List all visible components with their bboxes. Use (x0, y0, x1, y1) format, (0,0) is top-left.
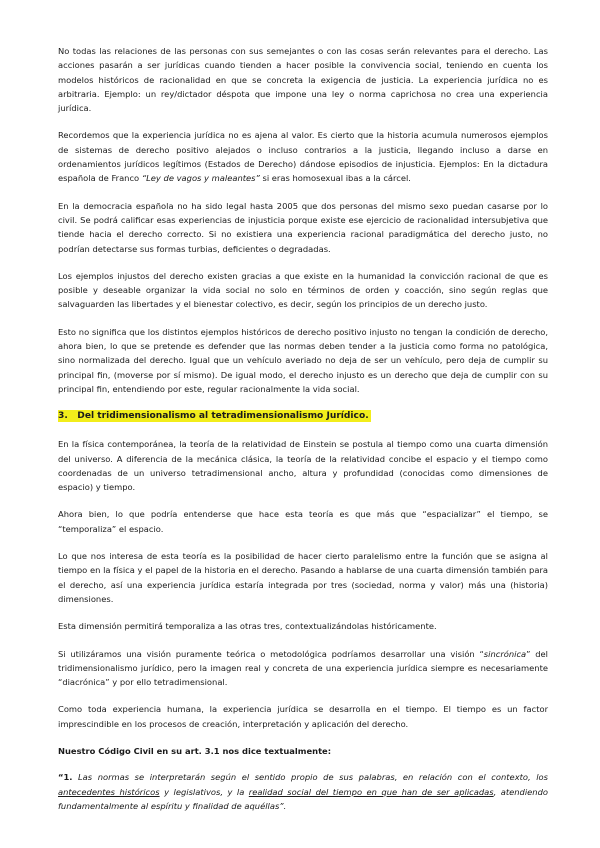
paragraph-10-text-a: Si utilizáramos una visión puramente teórica o metodológica podríamos desarrollar una visión “ (58, 648, 484, 659)
paragraph-6: En la física contemporánea, la teoría de la relatividad de Einstein se postula al tiempo como una cuarta dimensión del universo. A diferencia de la mecánica clásica, la teoría de la relatividad concibe el espacio y el tiempo como coordenadas de un universo tetradimensional ancho, altura y profundidad (conocidas como dimensiones de espacio) y tiempo. (58, 439, 548, 493)
quote-number: “1. (58, 772, 73, 783)
paragraph-2-text-b: si eras homosexual ibas a la cárcel. (259, 173, 411, 184)
paragraph-5: Esto no significa que los distintos ejemplos históricos de derecho positivo injusto no tengan la condición de derecho, ahora bien, lo que se pretende es defender que las normas deben tender a la justicia como forma no patológica, sino normalizada del derecho. Igual que un vehículo averiado no deja de ser un vehículo, pero deja de cumplir su principal fin, (moverse por sí mismo). De igual modo, el derecho injusto es un derecho que deja de cumplir con su principal fin, entendiendo por este, regular racionalmente la vida social. (58, 326, 548, 394)
quote-text-b: y legislativos, y la (159, 786, 249, 797)
paragraph-10 (58, 647, 548, 690)
paragraph-4: Los ejemplos injustos del derecho existen gracias a que existe en la humanidad la convicción racional de que es posible y deseable organizar la vida social no solo en términos de orden y coacción, sino según reglas que salvaguarden las libertades y el bienestar colectivo, es decir, según los principios de un derecho justo. (58, 270, 548, 310)
paragraph-2-law-name: “Ley de vagos y maleantes” (141, 173, 260, 184)
paragraph-9: Esta dimensión permitirá temporaliza a las otras tres, contextualizándolas históricamente. (58, 621, 437, 632)
quote-text-a: Las normas se interpretarán según el sentido propio de sus palabras, en relación con el contexto, los (72, 772, 548, 783)
paragraph-8: Lo que nos interesa de esta teoría es la posibilidad de hacer cierto paralelismo entre la función que se asigna al tiempo en la física y el papel de la historia en el derecho. Pasando a hablarse de una cuarta dimensión también para el derecho, así una experiencia jurídica estaría integrada por tres (sociedad, norma y valor) más una (historia) dimensiones. (58, 551, 548, 604)
quote-underline-1: antecedentes históricos (58, 786, 160, 797)
quote-text-c: , atendiendo fundamentalmente al espíritu y finalidad de aquéllas”. (58, 786, 548, 811)
document-page (58, 44, 548, 826)
section-heading (58, 409, 548, 424)
paragraph-3: En la democracia española no ha sido legal hasta 2005 que dos personas del mismo sexo puedan casarse por lo civil. Se podrá calificar esas experiencias de injusticia porque existe ese ejercicio de racionalidad intersubjetiva que tiende hacia el derecho correcto. Si no existiera una experiencia racional paradigmática del derecho justo, no podrían detectarse sus formas turbias, deficientes o degradadas. (58, 200, 548, 254)
paragraph-1: No todas las relaciones de las personas con sus semejantes o con las cosas serán relevantes para el derecho. Las acciones pasarán a ser jurídicas cuando tienden a hacer posible la convivencia social, teniendo en cuenta los modelos históricos de racionalidad en que se concreta la exigencia de justicia. La experiencia jurídica no es arbitraria. Ejemplo: un rey/dictador déspota que impone una ley o norma caprichosa no crea una experiencia jurídica. (58, 46, 548, 114)
paragraph-2 (58, 128, 548, 185)
paragraph-11: Como toda experiencia humana, la experiencia jurídica se desarrolla en el tiempo. El tiempo es un factor imprescindible en los procesos de creación, interpretación y aplicación del derecho. (58, 704, 548, 729)
paragraph-2-text-a: Recordemos que la experiencia jurídica no es ajena al valor. Es cierto que la historia acumula numerosos ejemplos de sistemas de derecho positivo alejados o incluso contrarios a la justicia, llegando incluso a darse en ordenamientos jurídicos legítimos (Estados de Derecho) dándose episodios de injusticia. Ejemplos: En la dictadura española de Franco (58, 130, 548, 184)
paragraph-12-bold: Nuestro Código Civil en su art. 3.1 nos dice textualmente: (58, 745, 332, 756)
legal-quote (58, 770, 548, 813)
paragraph-10-italic: sincrónica (483, 648, 527, 659)
paragraph-7: Ahora bien, lo que podría entenderse que hace esta teoría es que más que “espacializar” el tiempo, se “temporaliza” el espacio. (58, 509, 548, 534)
section-heading-highlight: 3. Del tridimensionalismo al tetradimensionalismo Jurídico. (58, 411, 369, 422)
quote-underline-2: realidad social del tiempo en que han de ser aplicadas (248, 786, 494, 797)
paragraph-10-text-b: ” del tridimensionalismo jurídico, pero la imagen real y concreta de una experiencia jurídica siempre es necesariamente “diacrónica” y por ello tetradimensional. (58, 648, 548, 688)
